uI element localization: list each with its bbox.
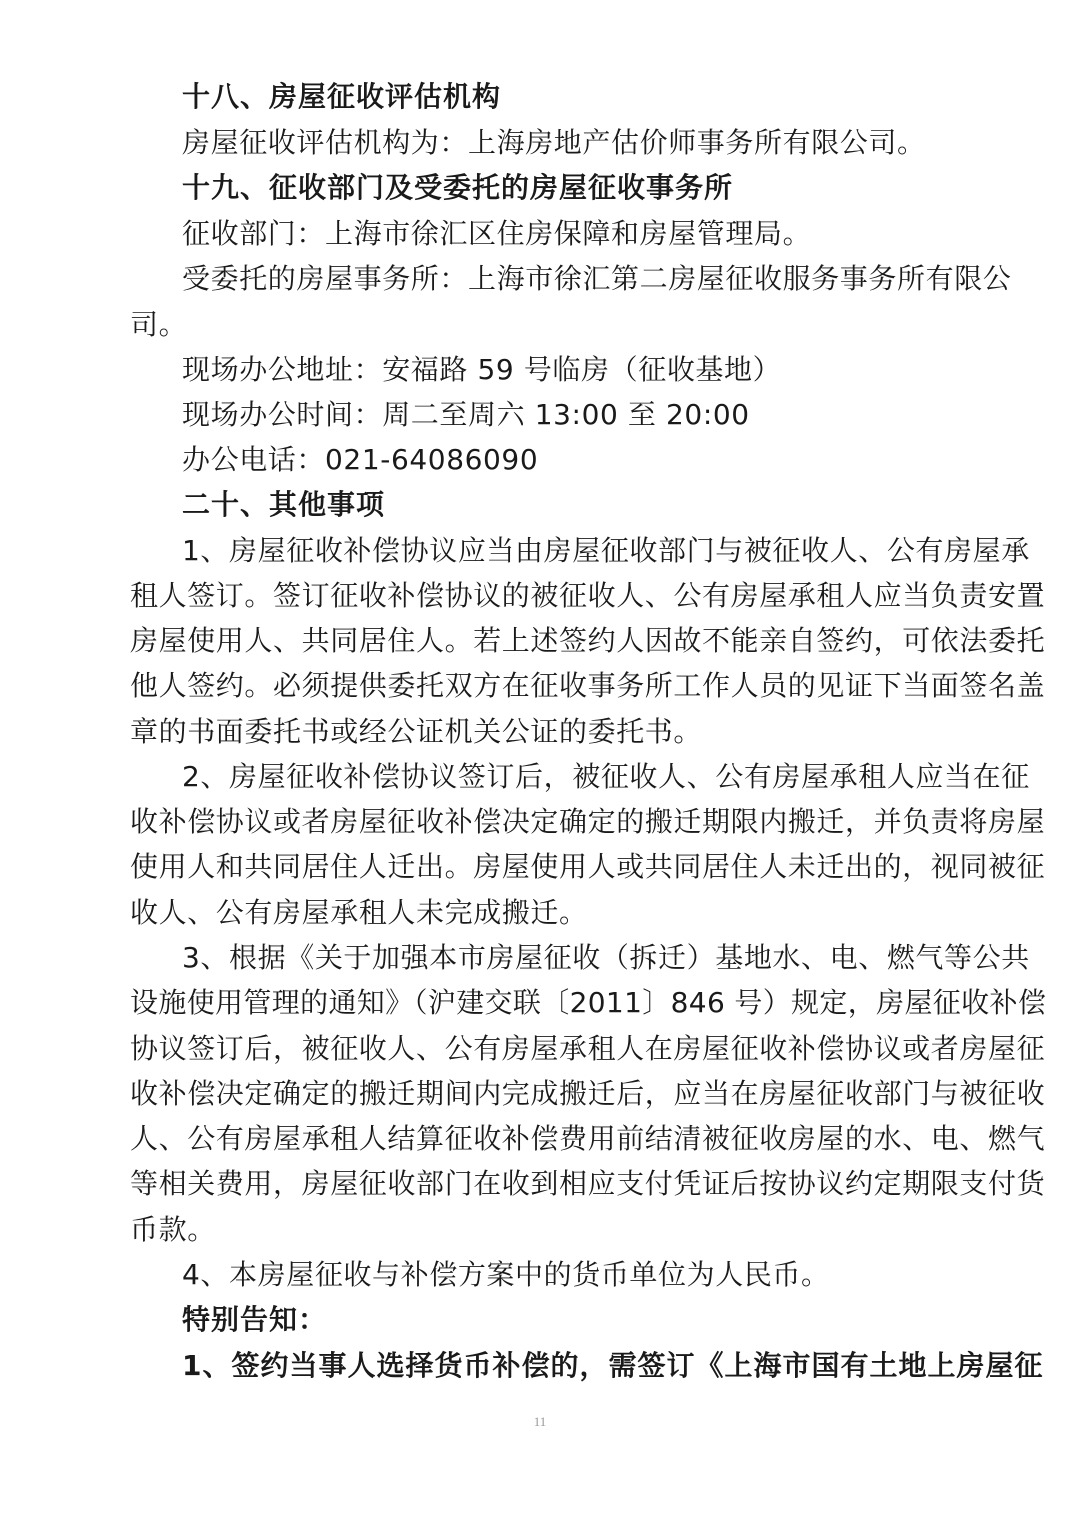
item-3-line-3: 协议签订后，被征收人、公有房屋承租人在房屋征收补偿协议或者房屋征: [130, 1032, 1046, 1065]
item-3-line-4: 收补偿决定确定的搬迁期间内完成搬迁后，应当在房屋征收部门与被征收: [130, 1077, 1046, 1110]
notice-heading: 特别告知：: [182, 1303, 328, 1336]
item-3-line-6: 等相关费用，房屋征收部门在收到相应支付凭证后按协议约定期限支付货: [130, 1167, 1046, 1200]
item-1-line-3: 房屋使用人、共同居住人。若上述签约人因故不能亲自签约，可依法委托: [130, 624, 1046, 657]
section-19-agency-line-1: 受委托的房屋事务所：上海市徐汇第二房屋征收服务事务所有限公: [182, 262, 1012, 295]
section-19-hours: 现场办公时间：周二至周六 13:00 至 20:00: [182, 398, 750, 431]
item-4: 4、本房屋征收与补偿方案中的货币单位为人民币。: [182, 1258, 830, 1291]
section-19-agency-line-2: 司。: [130, 308, 188, 341]
item-3-line-1: 3、根据《关于加强本市房屋征收（拆迁）基地水、电、燃气等公共: [182, 941, 1030, 974]
item-3-line-7: 币款。: [130, 1213, 216, 1246]
item-1-line-4: 他人签约。必须提供委托双方在征收事务所工作人员的见证下当面签名盖: [130, 669, 1046, 702]
item-2-line-2: 收补偿协议或者房屋征收补偿决定确定的搬迁期限内搬迁，并负责将房屋: [130, 805, 1046, 838]
item-3-line-5: 人、公有房屋承租人结算征收补偿费用前结清被征收房屋的水、电、燃气: [130, 1122, 1046, 1155]
item-2-line-1: 2、房屋征收补偿协议签订后，被征收人、公有房屋承租人应当在征: [182, 760, 1030, 793]
item-3-line-2: 设施使用管理的通知》（沪建交联〔2011〕846 号）规定，房屋征收补偿: [130, 986, 1047, 1019]
section-19-heading: 十九、征收部门及受委托的房屋征收事务所: [182, 171, 734, 204]
page-number: 11: [533, 1414, 547, 1429]
section-19-phone: 办公电话：021-64086090: [182, 443, 539, 476]
notice-item-1: 1、签约当事人选择货币补偿的，需签订《上海市国有土地上房屋征: [182, 1349, 1044, 1382]
section-19-address: 现场办公地址：安福路 59 号临房（征收基地）: [182, 353, 782, 386]
item-1-line-2: 租人签订。签订征收补偿协议的被征收人、公有房屋承租人应当负责安置: [130, 579, 1046, 612]
item-1-line-1: 1、房屋征收补偿协议应当由房屋征收部门与被征收人、公有房屋承: [182, 534, 1030, 567]
item-2-line-4: 收人、公有房屋承租人未完成搬迁。: [130, 896, 588, 929]
item-2-line-3: 使用人和共同居住人迁出。房屋使用人或共同居住人未迁出的，视同被征: [130, 850, 1046, 883]
section-20-heading: 二十、其他事项: [182, 488, 386, 521]
section-19-dept: 征收部门：上海市徐汇区住房保障和房屋管理局。: [182, 217, 812, 250]
section-18-heading: 十八、房屋征收评估机构: [182, 80, 502, 113]
item-1-line-5: 章的书面委托书或经公证机关公证的委托书。: [130, 715, 703, 748]
section-18-body: 房屋征收评估机构为：上海房地产估价师事务所有限公司。: [182, 126, 926, 159]
